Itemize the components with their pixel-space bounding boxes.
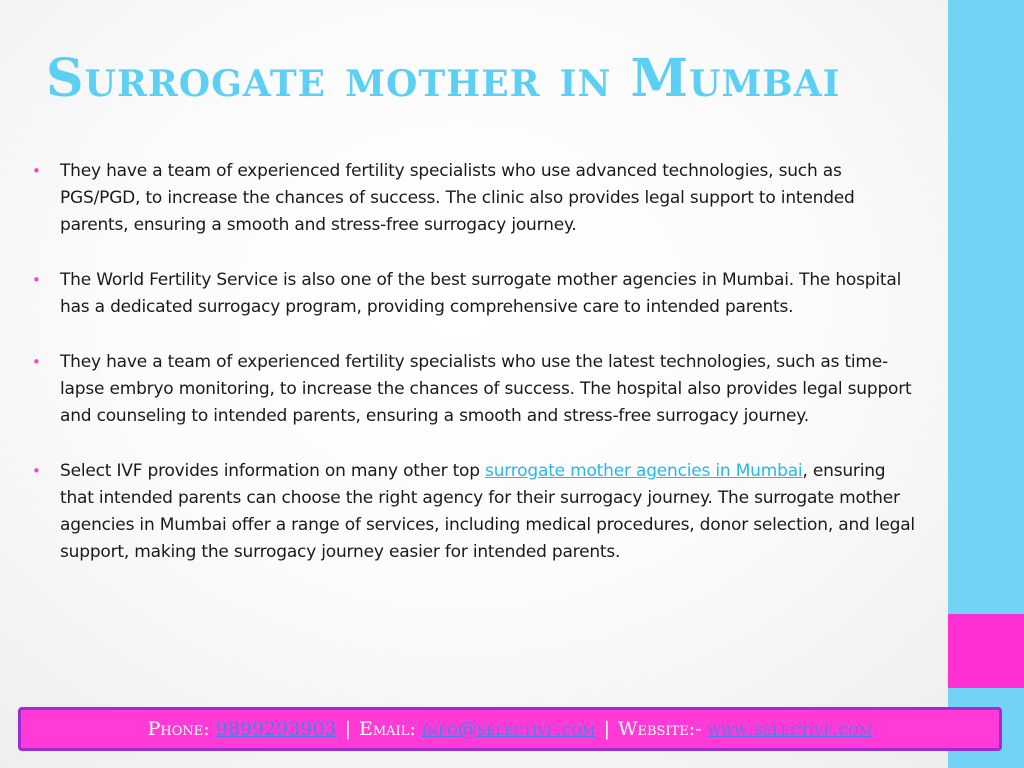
footer-separator: | <box>344 718 351 740</box>
agencies-link[interactable]: surrogate mother agencies in Mumbai <box>485 461 803 481</box>
bullet-text: They have a team of experienced fertility specialists who use advanced technologies, such as PGS/PGD, to increase the chances of success. The clinic also provides legal support to intended parents, ensuring a smooth and stress-free surrogacy journey. <box>60 161 855 235</box>
bullet-text: They have a team of experienced fertility specialists who use the latest technologies, such as time-lapse embryo monitoring, to increase the chances of success. The hospital also provides legal support and counseling to intended parents, ensuring a smooth and stress-free surrogacy journey. <box>60 352 912 426</box>
email-link[interactable]: info@selectivf.com <box>421 718 596 740</box>
bullet-item-4 <box>32 458 920 566</box>
bullet-text-before-link: Select IVF provides information on many other top <box>60 461 486 481</box>
side-accent-pink-block <box>948 614 1024 688</box>
website-label: Website:- <box>617 718 702 740</box>
bullet-dot-icon: • <box>32 462 41 480</box>
bullet-dot-icon: • <box>32 271 41 289</box>
contact-footer <box>18 707 1002 751</box>
page-title: Surrogate mother in Mumbai <box>46 48 841 109</box>
bullet-item-2 <box>32 267 920 321</box>
bullet-dot-icon: • <box>32 353 41 371</box>
footer-separator: | <box>603 718 610 740</box>
phone-link[interactable]: 9899293903 <box>215 718 337 740</box>
bullet-list <box>32 158 920 594</box>
bullet-text <box>60 458 920 566</box>
bullet-item-1 <box>32 158 920 239</box>
bullet-item-3 <box>32 349 920 430</box>
bullet-text-after-link: , ensuring that intended parents can choose the right agency for their surrogacy journey. The surrogate mother agencies in Mumbai offer a range of services, including medical procedures, donor selection, and legal support, making the surrogacy journey easier for intended parents. <box>60 461 915 562</box>
website-link[interactable]: www.selectivf.com <box>707 718 873 740</box>
phone-label: Phone: <box>147 718 210 740</box>
bullet-dot-icon: • <box>32 162 41 180</box>
email-label: Email: <box>358 718 416 740</box>
bullet-text: The World Fertility Service is also one of the best surrogate mother agencies in Mumbai. The hospital has a dedicated surrogacy program, providing comprehensive care to intended parents. <box>60 270 902 317</box>
